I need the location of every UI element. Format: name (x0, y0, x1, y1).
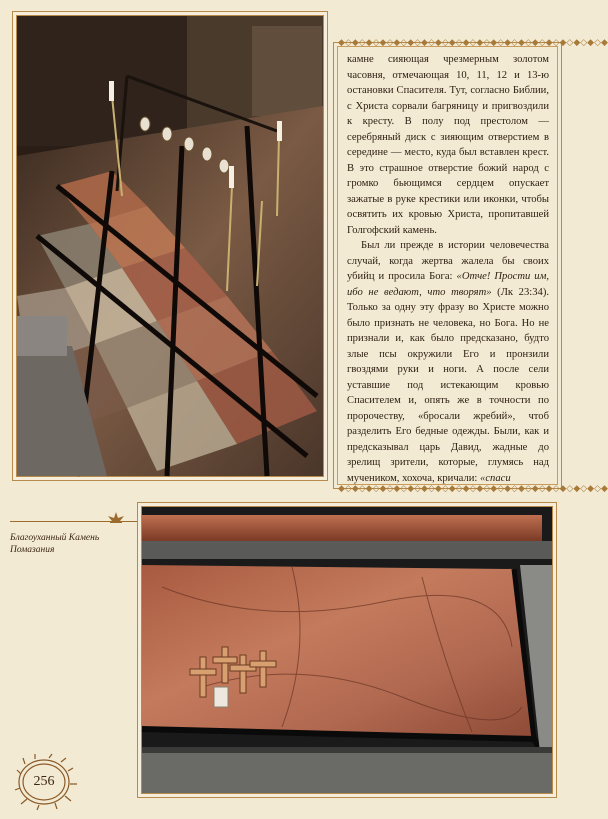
body-text (347, 52, 549, 486)
page-number: 256 (33, 774, 55, 789)
paragraph-2 (347, 238, 549, 486)
golgotha-chapel-photo (17, 16, 323, 476)
paragraph-1: камне сияющая чрезмерным золотом часовня, отмечающая 10, 11, 12 и 13-ю остановки Спасителя. Тут, согласно Библии, с Христа сорвали багряницу и пригвоздили к кресту. В полу под престолом — серебряный диск с зияющим отверстием в середине — место, куда был вставлен крест. В это страшное отверстие божий народ с громко бьющимся сердцем опускает зажатые в руке крестики или иконки, чтобы освятить их кровью Христа, пропитавшей Голгофский камень. (347, 54, 549, 236)
fleur-ornament-icon (106, 512, 126, 526)
caption-line-1: Благоуханный Камень (10, 533, 100, 543)
page-number-badge (15, 754, 81, 810)
paragraph-2-quote-2: «спаси (480, 472, 511, 484)
paragraph-2-middle: (Лк 23:34). Только за одну эту фразу во Христе можно было признать не человека, но Бога. Но не признали и, как было предсказано, будто злые псы окружили Его и пронзили гвоздями руки и ноги. А после сели уставшие под истекающим кровью Спасителем и, опять же в точности по пророчеству, «бросали жребий», чтоб разделить Его бедные одежды. Были, как и предсказывал царь Давид, жадные до зрелищ зрители, которые, глумясь над мучеником, хохоча, кричали: (347, 286, 549, 484)
paragraph-2-quote-1: «Отче! Прости им, ибо не ведают, что творят» (347, 271, 550, 298)
caption-block (10, 512, 138, 556)
caption-ornament (10, 512, 138, 526)
frame-ornament-top: ◆◇◆◇◆◇◆◇◆◇◆◇◆◇◆◇◆◇◆◇◆◇◆◇◆◇◆◇◆◇◆◇◆◇◆◇◆◇◆ (338, 37, 608, 47)
frame-ornament-bottom: ◆◇◆◇◆◇◆◇◆◇◆◇◆◇◆◇◆◇◆◇◆◇◆◇◆◇◆◇◆◇◆◇◆◇◆◇◆◇◆ (338, 483, 608, 493)
photo-caption (10, 532, 138, 556)
stone-of-anointing-photo (142, 507, 552, 793)
caption-line-2: Помазания (10, 545, 55, 555)
paragraph-2-start: Был ли прежде в истории человечества случай, когда жертва жалела бы своих убийц и просила Бога: (347, 240, 549, 282)
